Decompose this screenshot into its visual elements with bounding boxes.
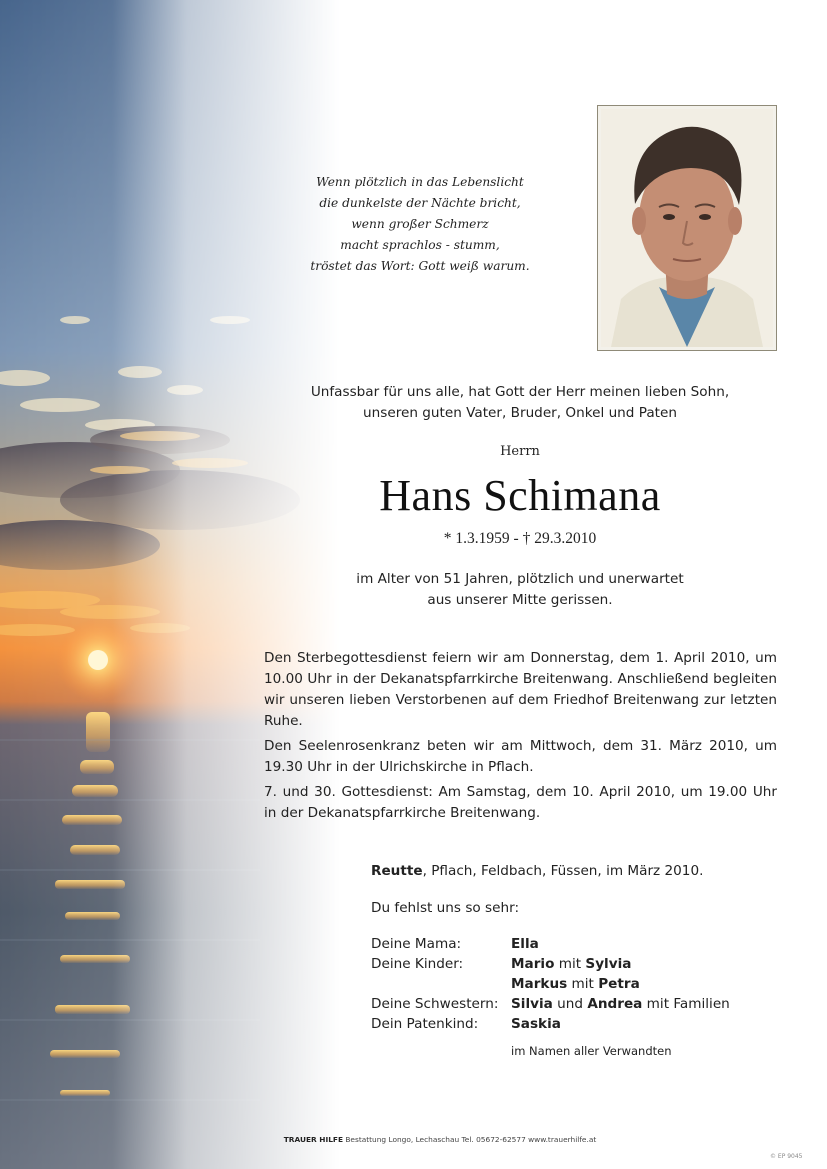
honorific: Herrn <box>500 444 540 459</box>
family-relation: Deine Kinder: <box>371 956 464 972</box>
rosary-paragraph: Den Seelenrosenkranz beten wir am Mittwoch, dem 31. März 2010, um 19.30 Uhr in der Ulrichskirche in Pflach. <box>264 738 777 775</box>
intro-line: unseren guten Vater, Bruder, Onkel und Paten <box>363 405 677 421</box>
footer-text: Bestattung Longo, Lechaschau Tel. 05672-62577 www.trauerhilfe.at <box>343 1135 597 1144</box>
poem-line: macht sprachlos - stumm, <box>340 238 500 252</box>
family-row <box>371 994 791 1014</box>
poem-line: tröstet das Wort: Gott weiß warum. <box>310 259 530 273</box>
life-dates: * 1.3.1959 - † 29.3.2010 <box>443 530 597 547</box>
age-line: aus unserer Mitte gerissen. <box>427 592 613 608</box>
place-date-line <box>371 863 791 879</box>
intro-text <box>250 382 790 424</box>
footer-brand: TRAUER HILFE <box>283 1135 344 1144</box>
relatives-text: im Namen aller Verwandten <box>511 1044 672 1058</box>
family-names <box>511 1014 561 1034</box>
poem-line: die dunkelste der Nächte bricht, <box>319 196 521 210</box>
place-bold: Reutte <box>371 863 423 879</box>
service-details <box>264 648 777 828</box>
family-connector: mit <box>567 976 599 992</box>
family-member-name: Ella <box>511 936 539 952</box>
family-connector: mit Familien <box>642 996 730 1012</box>
family-row <box>371 974 791 994</box>
family-names <box>511 994 730 1014</box>
deceased-name: Hans Schimana <box>379 471 661 520</box>
family-member-name: Sylvia <box>585 956 632 972</box>
family-names <box>511 954 631 974</box>
memorial-mass-paragraph: 7. und 30. Gottesdienst: Am Samstag, dem 10. April 2010, um 19.00 Uhr in der Dekanatspfarrkirche Breitenwang. <box>264 784 777 821</box>
poem-line: Wenn plötzlich in das Lebenslicht <box>316 175 524 189</box>
age-text <box>300 569 740 611</box>
print-code: © EP 9045 <box>770 1153 803 1160</box>
portrait-image <box>601 109 773 347</box>
poem-line: wenn großer Schmerz <box>351 217 489 231</box>
age-line: im Alter von 51 Jahren, plötzlich und unerwartet <box>356 571 684 587</box>
miss-text: Du fehlst uns so sehr: <box>371 900 520 916</box>
funeral-service-paragraph: Den Sterbegottesdienst feiern wir am Donnerstag, dem 1. April 2010, um 10.00 Uhr in der Dekanatspfarrkirche Breitenwang. Anschließend begleiten wir unseren lieben Verstorbenen auf dem Friedhof Breitenwang zur letzten Ruhe. <box>264 650 777 729</box>
family-row <box>371 954 791 974</box>
family-member-name: Markus <box>511 976 568 992</box>
family-relation: Dein Patenkind: <box>371 1016 479 1032</box>
family-names <box>511 934 539 954</box>
family-connector: mit <box>554 956 586 972</box>
family-member-name: Silvia <box>511 996 553 1012</box>
family-row <box>371 934 791 954</box>
family-relation: Deine Mama: <box>371 936 462 952</box>
family-relation: Deine Schwestern: <box>371 996 499 1012</box>
family-member-name: Andrea <box>587 996 643 1012</box>
intro-line: Unfassbar für uns alle, hat Gott der Herr meinen lieben Sohn, <box>310 384 730 400</box>
family-row <box>371 1014 791 1034</box>
family-member-name: Saskia <box>511 1016 561 1032</box>
family-connector: und <box>552 996 588 1012</box>
family-names <box>511 974 640 994</box>
footer <box>190 1135 690 1144</box>
place-rest: , Pflach, Feldbach, Füssen, im März 2010. <box>422 863 704 879</box>
portrait-photo <box>597 105 777 351</box>
family-member-name: Mario <box>511 956 555 972</box>
family-list <box>371 934 791 1034</box>
poem <box>280 172 560 277</box>
family-member-name: Petra <box>598 976 640 992</box>
